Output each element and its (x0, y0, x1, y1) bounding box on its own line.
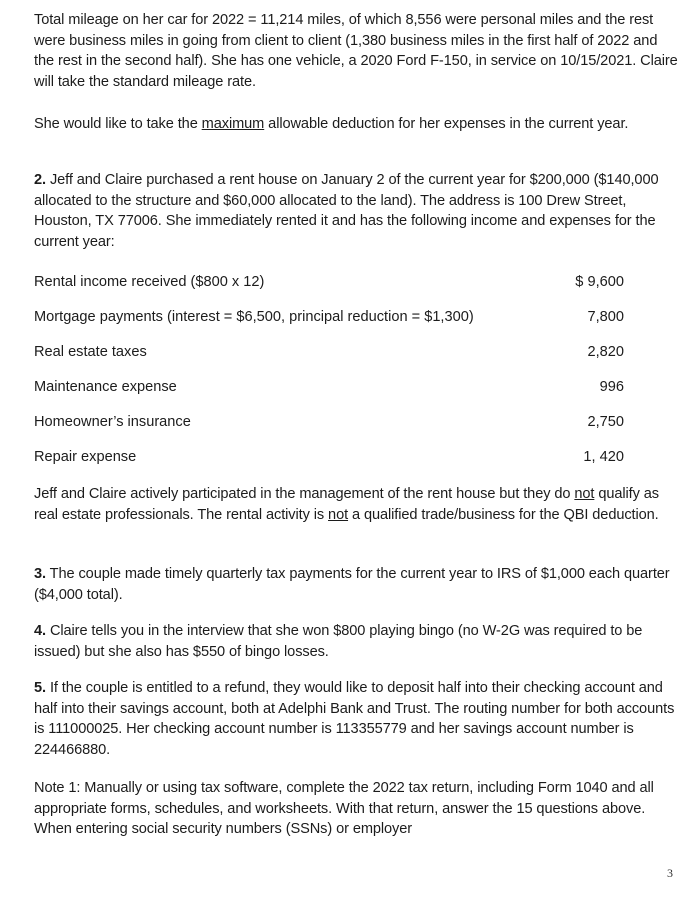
rental-row-amount: 1, 420 (583, 449, 624, 465)
rental-row-insurance (34, 412, 624, 433)
rental-row-label: Repair expense (34, 449, 137, 465)
rental-row-amount: 996 (599, 379, 624, 395)
item-2-text: Jeff and Claire purchased a rent house on January 2 of the current year for $200,000 ($140,000 allocated to the structure and $60,000 allocated to the land). The address is 100 Drew Street, Houston, TX 77006. She immediately rented it and has the following income and expenses for the current year: (34, 172, 659, 250)
item-4-number: 4. (34, 623, 46, 639)
mileage-paragraph: Total mileage on her car for 2022 = 11,214 miles, of which 8,556 were personal miles and the rest were business miles in going from client to client (1,380 business miles in the first half of 2022 and the rest in the second half). She has one vehicle, a 2020 Ford F-150, in service on 10/15/2021. Claire will take the standard mileage rate. (34, 12, 678, 90)
note-1-paragraph: Note 1: Manually or using tax software, complete the 2022 tax return, including Form 1040 and all appropriate forms, schedules, and worksheets. With that return, answer the 15 questions above. When entering social security numbers (SSNs) or employer (34, 780, 654, 838)
participation-paragraph (34, 484, 679, 525)
rental-row-amount: $ 9,600 (575, 274, 624, 290)
not-underlined: not (574, 486, 595, 502)
item-5-paragraph (34, 678, 679, 760)
participation-text-pre: Jeff and Claire actively participated in the management of the rent house but they do (34, 486, 575, 502)
rental-row-label: Homeowner’s insurance (34, 414, 191, 430)
item-4-paragraph (34, 621, 679, 662)
rental-row-amount: 7,800 (587, 309, 624, 325)
item-4-text: Claire tells you in the interview that she won $800 playing bingo (no W-2G was required to be issued) but she also has $550 of bingo losses. (34, 623, 643, 660)
rental-row-amount: 2,750 (587, 414, 624, 430)
item-3-number: 3. (34, 566, 46, 582)
participation-text-post: a qualified trade/business for the QBI deduction. (348, 506, 659, 523)
rental-row-label: Real estate taxes (34, 344, 147, 360)
rental-row-repair (34, 447, 624, 468)
item-5-text: If the couple is entitled to a refund, they would like to deposit half into their checking account and half into their savings account, both at Adelphi Bank and Trust. The routing number for both accounts is 111000025. Her checking account number is 113355779 and her savings account number is 224466880. (34, 680, 675, 758)
participation-text-mid: qualify as real estate professionals. The rental activity is (34, 486, 659, 523)
item-5-number: 5. (34, 680, 46, 696)
rental-row-maintenance (34, 377, 624, 398)
maximum-underlined: maximum (201, 116, 265, 132)
maximum-deduction-paragraph (34, 114, 679, 135)
rental-row-income (34, 272, 624, 293)
item-2-paragraph (34, 170, 679, 252)
max-deduction-text-post: allowable deduction for her expenses in the current year. (264, 116, 629, 132)
rental-row-taxes (34, 342, 624, 363)
rental-row-label: Maintenance expense (34, 379, 177, 395)
item-3-paragraph (34, 564, 679, 605)
not-underlined: not (328, 506, 349, 523)
rental-row-mortgage (34, 307, 624, 328)
item-2-number: 2. (34, 172, 46, 188)
rental-row-amount: 2,820 (587, 344, 624, 360)
rental-row-label: Mortgage payments (interest = $6,500, principal reduction = $1,300) (34, 309, 474, 325)
max-deduction-text-pre: She would like to take the (34, 116, 202, 132)
page-number: 3 (667, 866, 673, 880)
rental-row-label: Rental income received ($800 x 12) (34, 274, 265, 290)
item-3-text: The couple made timely quarterly tax payments for the current year to IRS of $1,000 each quarter ($4,000 total). (34, 566, 670, 603)
